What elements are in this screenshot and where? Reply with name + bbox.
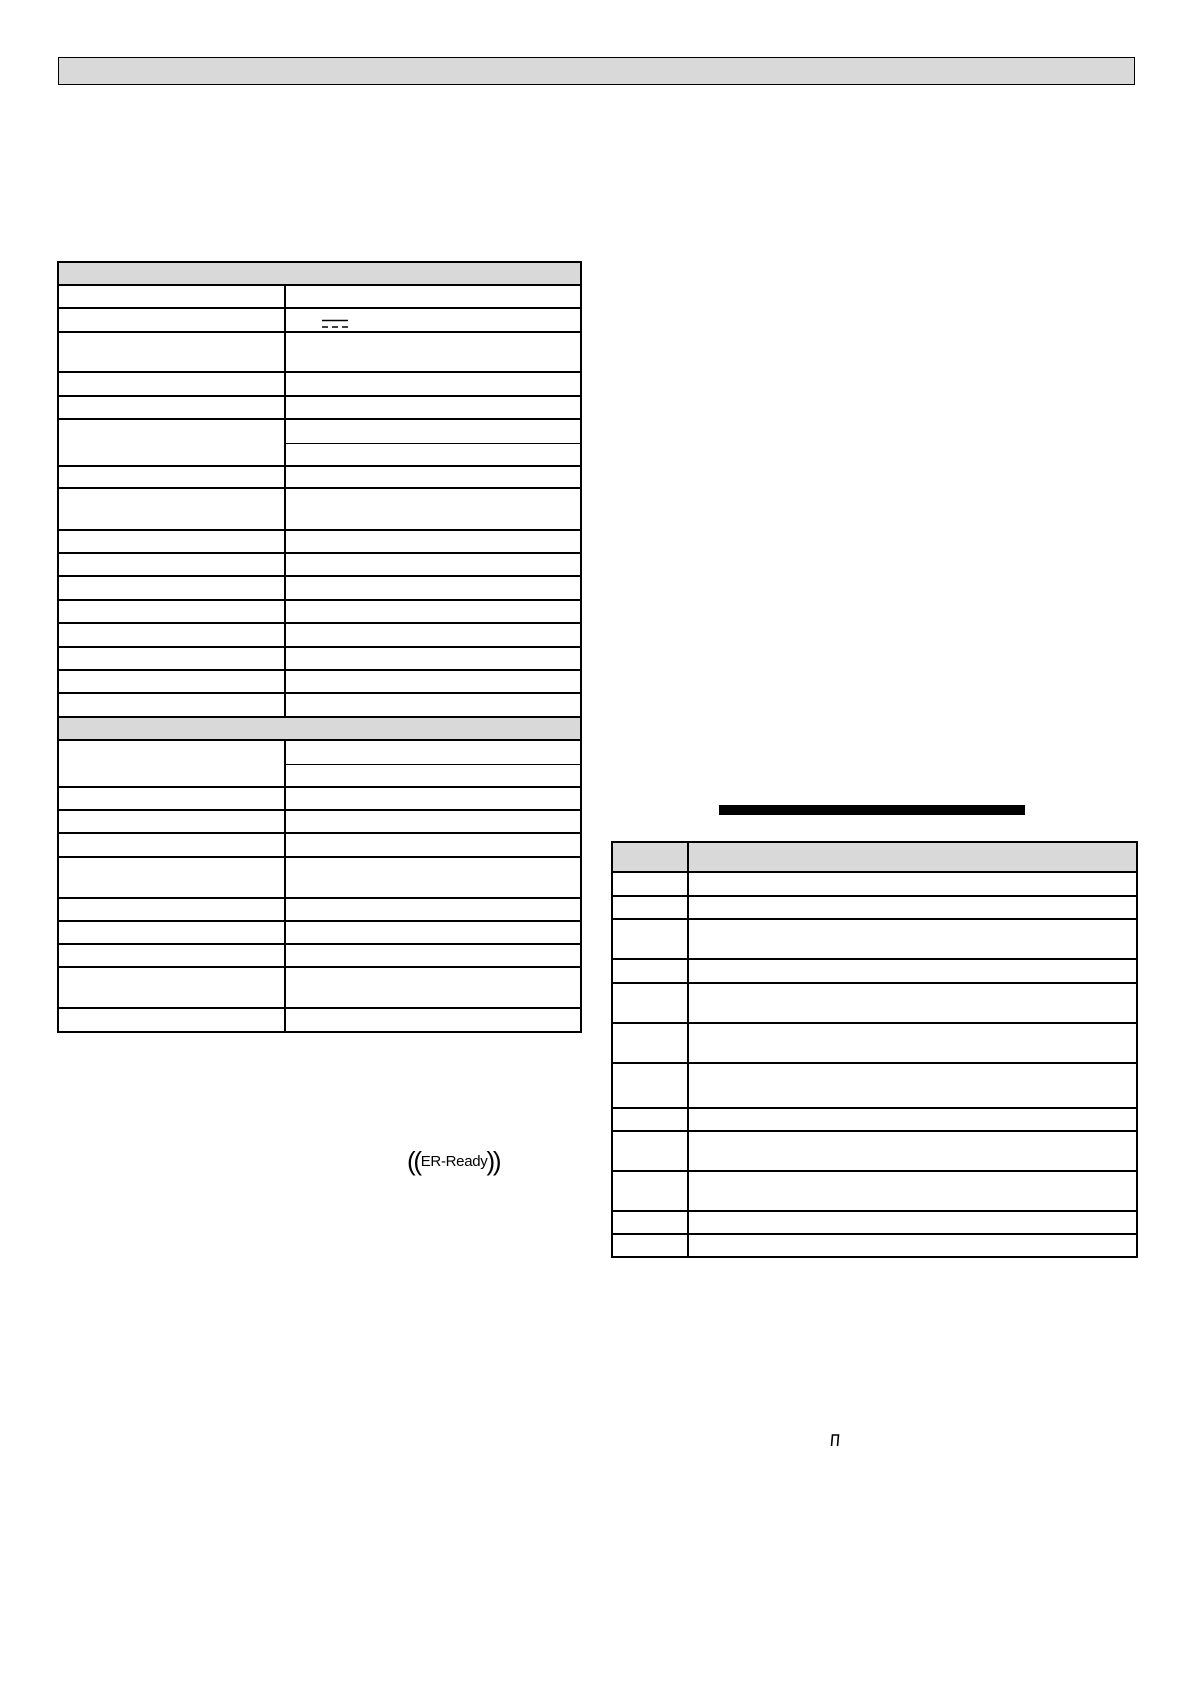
description-cell	[688, 896, 1137, 919]
code-cell	[612, 1108, 688, 1131]
code-cell	[612, 919, 688, 959]
code-cell	[612, 1211, 688, 1234]
heading-bar	[719, 805, 1025, 815]
spec-value	[285, 787, 581, 810]
spec-value	[285, 693, 581, 717]
section-title-banner	[58, 57, 1135, 85]
code-table-header-description	[688, 842, 1137, 872]
description-cell	[688, 919, 1137, 959]
spec-value	[285, 647, 581, 670]
spec-label	[58, 740, 285, 787]
spec-label	[58, 833, 285, 857]
spec-value	[285, 623, 581, 647]
code-cell	[612, 1234, 688, 1257]
spec-section-header	[58, 717, 581, 740]
description-cell	[688, 983, 1137, 1023]
description-cell	[688, 959, 1137, 983]
spec-label	[58, 576, 285, 600]
spec-label	[58, 332, 285, 372]
spec-label	[58, 488, 285, 530]
spec-label	[58, 898, 285, 921]
spec-label	[58, 967, 285, 1008]
code-cell	[612, 1023, 688, 1063]
spec-value	[285, 833, 581, 857]
spec-label	[58, 1008, 285, 1032]
spec-label	[58, 670, 285, 693]
spec-label	[58, 308, 285, 332]
description-cell	[688, 872, 1137, 896]
spec-label	[58, 810, 285, 833]
spec-value	[285, 600, 581, 623]
spec-label	[58, 623, 285, 647]
spec-label	[58, 466, 285, 488]
spec-value	[285, 488, 581, 530]
code-cell	[612, 872, 688, 896]
code-cell	[612, 1063, 688, 1108]
spec-value	[285, 530, 581, 553]
code-cell	[612, 983, 688, 1023]
spec-value	[285, 921, 581, 944]
spec-label	[58, 787, 285, 810]
description-cell	[688, 1171, 1137, 1211]
description-cell	[688, 1063, 1137, 1108]
code-cell	[612, 1131, 688, 1171]
spec-label	[58, 285, 285, 308]
spec-value-split	[285, 419, 581, 466]
er-ready-logo: ( ( ER-Ready ) )	[407, 1146, 502, 1176]
code-cell	[612, 1171, 688, 1211]
spec-label	[58, 396, 285, 419]
description-cell	[688, 1211, 1137, 1234]
description-cell	[688, 1023, 1137, 1063]
spec-value-split	[285, 740, 581, 787]
spec-label	[58, 600, 285, 623]
spec-value	[285, 372, 581, 396]
description-cell	[688, 1234, 1137, 1257]
code-cell	[612, 896, 688, 919]
spec-section-header	[58, 262, 581, 285]
spec-label	[58, 372, 285, 396]
spec-value	[285, 857, 581, 898]
segment-glyph-icon	[830, 1433, 840, 1447]
er-ready-logo-text: ER-Ready	[420, 1152, 488, 1170]
spec-value	[285, 1008, 581, 1032]
spec-value	[285, 810, 581, 833]
spec-value	[285, 670, 581, 693]
spec-value	[285, 553, 581, 576]
spec-label	[58, 944, 285, 967]
spec-label	[58, 693, 285, 717]
code-cell	[612, 959, 688, 983]
spec-label	[58, 530, 285, 553]
spec-value	[285, 944, 581, 967]
spec-value	[285, 898, 581, 921]
spec-value	[285, 967, 581, 1008]
spec-value	[285, 332, 581, 372]
spec-value	[285, 396, 581, 419]
code-table	[611, 841, 1138, 1258]
code-table-header-code	[612, 842, 688, 872]
spec-label	[58, 921, 285, 944]
spec-value	[285, 466, 581, 488]
description-cell	[688, 1108, 1137, 1131]
spec-value	[285, 285, 581, 308]
description-cell	[688, 1131, 1137, 1171]
direct-current-icon	[322, 319, 348, 329]
spec-label	[58, 419, 285, 466]
spec-value	[285, 576, 581, 600]
spec-table	[57, 261, 582, 1033]
spec-label	[58, 857, 285, 898]
spec-label	[58, 647, 285, 670]
spec-label	[58, 553, 285, 576]
